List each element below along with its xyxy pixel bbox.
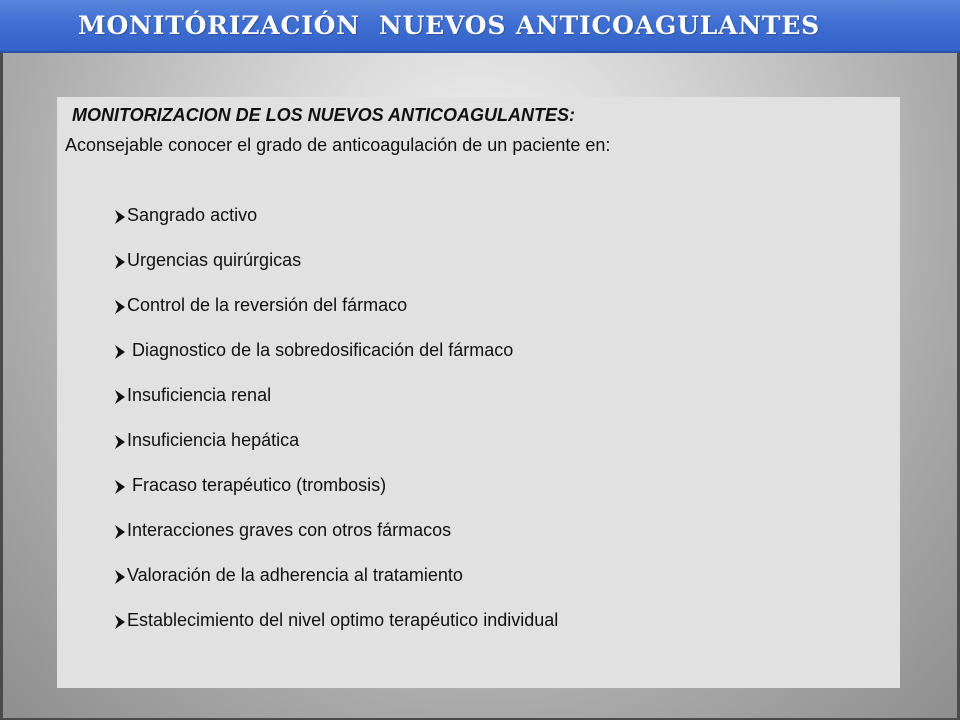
intro-text: Aconsejable conocer el grado de anticoagulación de un paciente en:	[65, 135, 611, 155]
arrowhead-bullet-icon	[115, 210, 125, 224]
list-item	[115, 463, 558, 508]
arrowhead-bullet-icon	[115, 570, 125, 584]
list-item-label: Valoración de la adherencia al tratamiento	[127, 565, 463, 585]
list-item	[115, 328, 558, 373]
list-item-label: Establecimiento del nivel optimo terapéutico individual	[127, 610, 559, 630]
arrowhead-bullet-icon	[115, 525, 125, 539]
arrowhead-bullet-icon	[115, 345, 125, 359]
arrowhead-bullet-icon	[115, 255, 125, 269]
arrowhead-bullet-icon	[115, 615, 125, 629]
list-item-label: Fracaso terapéutico (trombosis)	[127, 475, 387, 495]
list-item	[115, 418, 558, 463]
arrowhead-bullet-icon	[115, 300, 125, 314]
list-item-label: Interacciones graves con otros fármacos	[127, 520, 452, 540]
list-item-label: Sangrado activo	[127, 205, 258, 225]
list-item	[115, 238, 558, 283]
arrowhead-bullet-icon	[115, 435, 125, 449]
list-item	[115, 553, 558, 598]
left-border	[0, 53, 3, 720]
list-item	[115, 193, 558, 238]
content-panel	[57, 97, 900, 688]
list-item-label: Control de la reversión del fármaco	[127, 295, 408, 315]
list-item-label: Diagnostico de la sobredosificación del fármaco	[127, 340, 514, 360]
slide-title: MONITÓRIZACIÓN NUEVOS ANTICOAGULANTES	[78, 11, 821, 40]
list-item-label: Insuficiencia renal	[127, 385, 272, 405]
arrowhead-bullet-icon	[115, 480, 125, 494]
bullet-list	[115, 193, 558, 643]
list-item	[115, 283, 558, 328]
list-item-label: Insuficiencia hepática	[127, 430, 300, 450]
list-item-label: Urgencias quirúrgicas	[127, 250, 302, 270]
section-heading: MONITORIZACION DE LOS NUEVOS ANTICOAGULANTES:	[72, 105, 576, 125]
list-item	[115, 598, 558, 643]
list-item	[115, 373, 558, 418]
arrowhead-bullet-icon	[115, 390, 125, 404]
list-item	[115, 508, 558, 553]
title-bar	[0, 0, 960, 53]
